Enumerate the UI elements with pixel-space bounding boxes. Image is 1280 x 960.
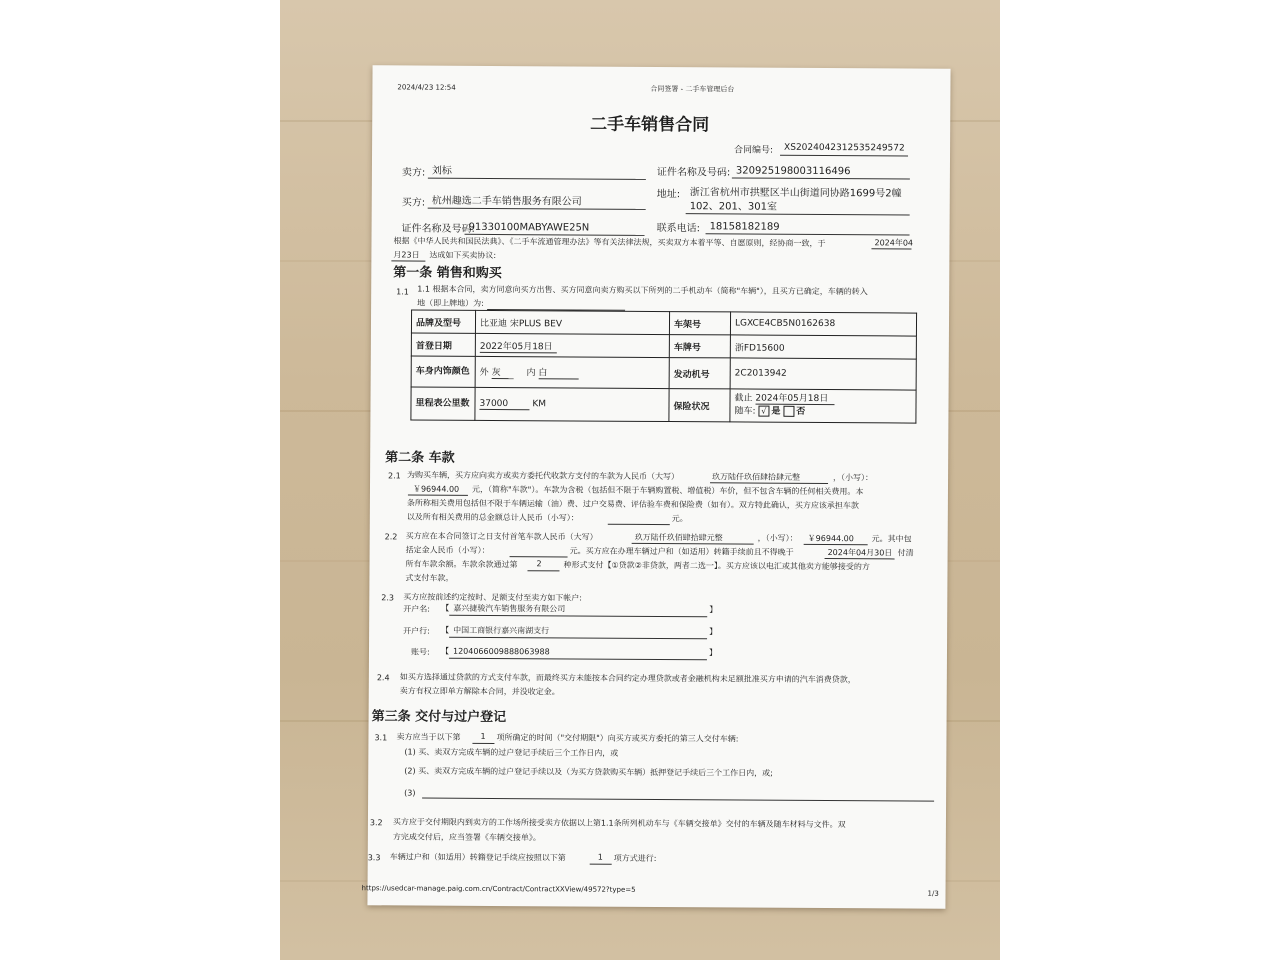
- app-title: 合同签署 - 二手车管理后台: [650, 84, 735, 94]
- clause-1-1-number: 1.1: [396, 287, 409, 297]
- account-name-label: 开户名:: [403, 604, 430, 614]
- insurance-value: 截止 2024年05月18日 随车: √ 是 否: [730, 389, 916, 423]
- account-bank-label: 开户行:: [403, 626, 430, 636]
- vin-value: LGXCE4CB5N0162638: [730, 312, 916, 336]
- clause-2-2-date: 2024年04月30日: [827, 548, 893, 558]
- plate-label: 车牌号: [669, 335, 730, 358]
- page-number: 1/3: [927, 889, 939, 898]
- bracket-right: 】: [708, 648, 718, 658]
- document-title: 二手车销售合同: [590, 114, 710, 136]
- address-line-2: 102、201、301室: [689, 201, 778, 213]
- seller-label: 卖方:: [401, 167, 426, 179]
- clause-2-1-number: 2.1: [388, 471, 401, 481]
- seller-id-label: 证件名称及号码:: [656, 166, 731, 179]
- buyer-name: 杭州趣选二手车销售服务有限公司: [431, 195, 582, 208]
- intro-line-2: 达成如下买卖协议:: [429, 250, 497, 261]
- clause-2-1-e: 以及所有相关费用的总金额总计人民币（小写）：: [406, 512, 579, 523]
- account-number-label: 账号:: [410, 647, 430, 657]
- account-name: 嘉兴捷骏汽车销售服务有限公司: [453, 603, 566, 614]
- clause-2-2-c: 元。其中包: [871, 534, 912, 544]
- clause-3-2-number: 3.2: [369, 818, 383, 828]
- insurance-label: 保险状况: [669, 389, 730, 422]
- insurance-yes-checkbox: √: [758, 406, 769, 417]
- clause-2-2-f: 付清: [897, 548, 914, 558]
- clause-2-2-number: 2.2: [384, 532, 398, 542]
- clause-2-2-d: 括定金人民币（小写）：: [405, 545, 490, 555]
- address-line-1: 浙江省杭州市拱墅区半山街道同协路1699号2幢: [689, 187, 902, 200]
- clause-3-1-a: 卖方应当于以下第: [396, 732, 461, 742]
- vehicle-info-table: [410, 309, 917, 423]
- contract-no: XS2024042312535249572: [784, 142, 905, 154]
- clause-3-3-a: 车辆过户和（如适用）转籍登记手续应按照以下第: [389, 852, 566, 863]
- clause-3-1-item-2: (2) 买、卖双方完成车辆的过户登记手续以及（为买方贷款购买车辆）抵押登记手续后三个工作日内，或;: [404, 766, 773, 778]
- engine-label: 发动机号: [669, 358, 730, 389]
- clause-2-2-option: 2: [536, 559, 542, 569]
- intro-date-1: 2024年04: [874, 238, 914, 248]
- mileage-value: 37000 KM: [475, 387, 669, 421]
- clause-2-1-c: 元，（简称"车款"）。车款为含税（包括但不限于车辆购置税、增值税）车价，但不包含车辆的任何相关费用。本: [471, 484, 864, 497]
- brand-label: 品牌及型号: [411, 310, 475, 333]
- insurance-no-checkbox: [783, 406, 794, 417]
- clause-2-2-amount: ￥96944.00: [807, 533, 854, 544]
- clause-2-2-g: 所有车款余额。车款余款通过第: [405, 559, 518, 570]
- clause-3-2-b: 方完成交付后，应当签署《车辆交接单》。: [392, 832, 541, 843]
- vin-label: 车架号: [669, 312, 730, 335]
- footer-url: https://usedcar-manage.paig.com.cn/Contract/ContractXXView/49572?type=5: [361, 884, 636, 894]
- clause-2-4-number: 2.4: [376, 673, 390, 683]
- clause-2-1-amount-cn: 玖万陆仟玖佰肆拾肆元整: [712, 472, 801, 482]
- clause-3-2-a: 买方应于交付期限内到卖方的工作场所接受卖方依据以上第1.1条所列机动车与《车辆交接单》交付的车辆及随车材料与文件。双: [392, 817, 846, 830]
- account-bank: 中国工商银行嘉兴南湖支行: [453, 625, 550, 636]
- seller-id: 320925198003116496: [735, 165, 851, 178]
- clause-3-3-b: 项方式进行:: [613, 853, 657, 863]
- intro-line-1: 根据《中华人民共和国民法典》、《二手车流通管理办法》等有关法律法规，买卖双方本着平等、自愿原则，经协商一致，于: [393, 236, 826, 249]
- bracket-left: 【: [441, 625, 450, 635]
- clause-2-1-b: ，（小写）：: [833, 473, 874, 483]
- phone-number: 18158182189: [709, 221, 780, 233]
- clause-2-3-a: 买方应按前述约定按时、足额支付至卖方如下帐户:: [403, 592, 583, 603]
- contract-no-label: 合同编号:: [734, 145, 774, 156]
- color-label: 车身内饰颜色: [411, 356, 475, 387]
- account-number: 1204066009888063988: [452, 646, 550, 657]
- bracket-left: 【: [440, 646, 450, 656]
- seller-name: 刘标: [431, 165, 452, 177]
- clause-1-1-line-2: 地（即上牌地）为:: [417, 298, 484, 308]
- clause-2-2-a: 买方应在本合同签订之日支付首笔车款人民币（大写）: [405, 531, 598, 542]
- bracket-right: 】: [709, 627, 718, 637]
- brand-value: 比亚迪 宋PLUS BEV: [475, 310, 669, 334]
- clause-3-1-b: 项所确定的时间（"交付期限"）向买方或买方委托的第三人交付车辆:: [496, 733, 739, 744]
- clause-2-1-d: 条所称相关费用包括但不限于车辆运输（油）费、过户交易费、评估验车费和保险费（如有）。双方特此确认，买方应该承担车款: [406, 498, 859, 511]
- reg-date-label: 首登日期: [411, 333, 475, 356]
- bracket-right: 】: [709, 605, 718, 615]
- print-date: 2024/4/23 12:54: [397, 83, 456, 92]
- phone-label: 联系电话:: [656, 222, 700, 235]
- clause-1-1-line-1: 1.1 根据本合同，卖方同意向买方出售、买方同意向卖方购买以下所列的二手机动车（简称"车辆"），且买方已确定，车辆的转入: [417, 284, 868, 297]
- clause-3-3-option: 1: [597, 852, 603, 862]
- article-3-title: 第三条 交付与过户登记: [371, 709, 507, 726]
- mileage-label: 里程表公里数: [411, 387, 475, 420]
- clause-2-4-b: 卖方有权立即单方解除本合同，并没收定金。: [399, 686, 560, 697]
- contract-page: [361, 65, 950, 909]
- buyer-label: 买方:: [401, 197, 426, 209]
- intro-date-2: 月23日: [393, 250, 420, 260]
- clause-2-2-h: 种形式支付【①贷款②非贷款，两者二选一】。买方应该以电汇或其他卖方能够接受的方: [563, 560, 870, 572]
- plate-value: 浙FD15600: [730, 335, 916, 359]
- reg-date-value: 2022年05月18日: [475, 333, 669, 357]
- bracket-left: 【: [441, 603, 450, 613]
- clause-2-1-a: 为购买车辆，买方应向卖方或卖方委托代收款方支付的车款为人民币（大写）: [407, 470, 680, 482]
- article-2-title: 第二条 车款: [385, 450, 455, 466]
- clause-2-1-f: 元。: [671, 514, 688, 524]
- clause-2-1-amount: ￥96944.00: [412, 484, 460, 494]
- clause-2-2-amount-cn: 玖万陆仟玖佰肆拾肆元整: [634, 532, 723, 543]
- article-1-title: 第一条 销售和购买: [393, 265, 502, 282]
- address-label: 地址:: [656, 188, 681, 201]
- buyer-id-label: 证件名称及号码:: [401, 223, 475, 235]
- clause-3-1-item-1: (1) 买、卖双方完成车辆的过户登记手续后三个工作日内，或: [404, 747, 619, 758]
- clause-2-2-b: ，（小写）：: [757, 533, 798, 543]
- clause-2-4-a: 如买方选择通过贷款的方式支付车款，而最终买方未能按本合同约定办理贷款或者金融机构未足额批准买方申请的汽车消费贷款，: [399, 672, 856, 685]
- clause-3-1-option: 1: [480, 731, 486, 741]
- clause-2-3-number: 2.3: [381, 593, 395, 603]
- clause-3-1-number: 3.1: [374, 733, 388, 743]
- clause-2-2-i: 式支付车款。: [405, 573, 454, 583]
- clause-2-2-e: 元。买方应在办理车辆过户和（如适用）转籍手续前且不得晚于: [569, 546, 794, 557]
- buyer-id: 91330100MABYAWE25N: [468, 221, 590, 234]
- color-value: 外 灰 内 白: [475, 356, 669, 388]
- clause-3-1-item-3: (3): [404, 788, 416, 798]
- engine-value: 2C2013942: [730, 358, 916, 390]
- clause-3-3-number: 3.3: [367, 853, 381, 863]
